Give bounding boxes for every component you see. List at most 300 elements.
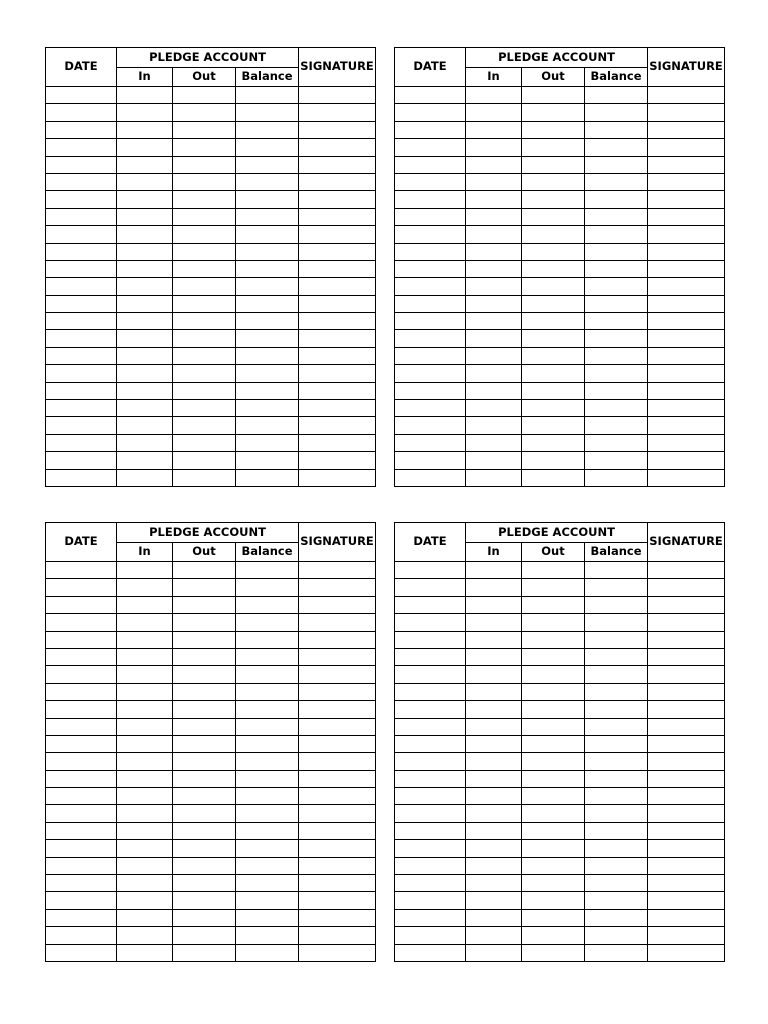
- balance-cell[interactable]: [585, 875, 648, 892]
- balance-cell[interactable]: [236, 347, 299, 364]
- out-cell[interactable]: [522, 469, 585, 486]
- balance-cell[interactable]: [585, 104, 648, 121]
- balance-cell[interactable]: [585, 295, 648, 312]
- balance-cell[interactable]: [585, 226, 648, 243]
- out-cell[interactable]: [522, 631, 585, 648]
- in-cell[interactable]: [466, 944, 522, 961]
- date-cell[interactable]: [46, 614, 117, 631]
- out-cell[interactable]: [522, 596, 585, 613]
- out-cell[interactable]: [173, 156, 236, 173]
- date-cell[interactable]: [395, 909, 466, 926]
- in-cell[interactable]: [117, 753, 173, 770]
- signature-cell[interactable]: [648, 469, 725, 486]
- balance-cell[interactable]: [236, 208, 299, 225]
- date-cell[interactable]: [395, 614, 466, 631]
- date-cell[interactable]: [46, 139, 117, 156]
- signature-cell[interactable]: [299, 614, 376, 631]
- balance-cell[interactable]: [236, 278, 299, 295]
- date-cell[interactable]: [46, 909, 117, 926]
- balance-cell[interactable]: [236, 434, 299, 451]
- in-cell[interactable]: [117, 648, 173, 665]
- balance-cell[interactable]: [236, 631, 299, 648]
- balance-cell[interactable]: [236, 243, 299, 260]
- balance-cell[interactable]: [585, 434, 648, 451]
- signature-cell[interactable]: [648, 614, 725, 631]
- out-cell[interactable]: [522, 770, 585, 787]
- balance-cell[interactable]: [236, 260, 299, 277]
- out-cell[interactable]: [522, 822, 585, 839]
- date-cell[interactable]: [46, 400, 117, 417]
- signature-cell[interactable]: [648, 857, 725, 874]
- signature-cell[interactable]: [648, 666, 725, 683]
- out-cell[interactable]: [522, 718, 585, 735]
- out-cell[interactable]: [173, 718, 236, 735]
- balance-cell[interactable]: [236, 417, 299, 434]
- in-cell[interactable]: [117, 330, 173, 347]
- signature-cell[interactable]: [299, 469, 376, 486]
- in-cell[interactable]: [117, 596, 173, 613]
- in-cell[interactable]: [466, 139, 522, 156]
- signature-cell[interactable]: [648, 87, 725, 104]
- signature-cell[interactable]: [648, 562, 725, 579]
- date-cell[interactable]: [395, 104, 466, 121]
- balance-cell[interactable]: [236, 226, 299, 243]
- balance-cell[interactable]: [236, 469, 299, 486]
- out-cell[interactable]: [522, 121, 585, 138]
- balance-cell[interactable]: [585, 753, 648, 770]
- in-cell[interactable]: [466, 400, 522, 417]
- signature-cell[interactable]: [299, 579, 376, 596]
- balance-cell[interactable]: [236, 927, 299, 944]
- in-cell[interactable]: [117, 683, 173, 700]
- in-cell[interactable]: [117, 243, 173, 260]
- date-cell[interactable]: [46, 596, 117, 613]
- out-cell[interactable]: [522, 347, 585, 364]
- date-cell[interactable]: [395, 718, 466, 735]
- in-cell[interactable]: [117, 579, 173, 596]
- out-cell[interactable]: [522, 840, 585, 857]
- in-cell[interactable]: [117, 892, 173, 909]
- signature-cell[interactable]: [648, 735, 725, 752]
- balance-cell[interactable]: [236, 909, 299, 926]
- date-cell[interactable]: [395, 347, 466, 364]
- out-cell[interactable]: [173, 909, 236, 926]
- balance-cell[interactable]: [585, 718, 648, 735]
- in-cell[interactable]: [466, 579, 522, 596]
- out-cell[interactable]: [522, 417, 585, 434]
- in-cell[interactable]: [466, 365, 522, 382]
- in-cell[interactable]: [466, 648, 522, 665]
- balance-cell[interactable]: [585, 840, 648, 857]
- balance-cell[interactable]: [585, 648, 648, 665]
- balance-cell[interactable]: [585, 631, 648, 648]
- date-cell[interactable]: [395, 173, 466, 190]
- signature-cell[interactable]: [648, 400, 725, 417]
- signature-cell[interactable]: [648, 330, 725, 347]
- date-cell[interactable]: [46, 156, 117, 173]
- out-cell[interactable]: [173, 701, 236, 718]
- signature-cell[interactable]: [299, 666, 376, 683]
- balance-cell[interactable]: [236, 944, 299, 961]
- balance-cell[interactable]: [585, 579, 648, 596]
- out-cell[interactable]: [173, 313, 236, 330]
- date-cell[interactable]: [395, 365, 466, 382]
- date-cell[interactable]: [395, 666, 466, 683]
- date-cell[interactable]: [46, 417, 117, 434]
- out-cell[interactable]: [522, 295, 585, 312]
- balance-cell[interactable]: [585, 944, 648, 961]
- out-cell[interactable]: [173, 452, 236, 469]
- in-cell[interactable]: [117, 191, 173, 208]
- date-cell[interactable]: [46, 330, 117, 347]
- out-cell[interactable]: [173, 857, 236, 874]
- signature-cell[interactable]: [648, 927, 725, 944]
- date-cell[interactable]: [395, 295, 466, 312]
- date-cell[interactable]: [395, 875, 466, 892]
- out-cell[interactable]: [522, 735, 585, 752]
- date-cell[interactable]: [46, 718, 117, 735]
- out-cell[interactable]: [522, 87, 585, 104]
- in-cell[interactable]: [466, 805, 522, 822]
- date-cell[interactable]: [46, 104, 117, 121]
- signature-cell[interactable]: [648, 382, 725, 399]
- in-cell[interactable]: [117, 452, 173, 469]
- balance-cell[interactable]: [585, 927, 648, 944]
- date-cell[interactable]: [46, 944, 117, 961]
- balance-cell[interactable]: [585, 191, 648, 208]
- balance-cell[interactable]: [585, 452, 648, 469]
- signature-cell[interactable]: [299, 909, 376, 926]
- date-cell[interactable]: [395, 243, 466, 260]
- signature-cell[interactable]: [299, 121, 376, 138]
- signature-cell[interactable]: [299, 191, 376, 208]
- balance-cell[interactable]: [236, 330, 299, 347]
- out-cell[interactable]: [522, 243, 585, 260]
- date-cell[interactable]: [395, 944, 466, 961]
- date-cell[interactable]: [46, 822, 117, 839]
- signature-cell[interactable]: [299, 313, 376, 330]
- date-cell[interactable]: [395, 156, 466, 173]
- balance-cell[interactable]: [585, 469, 648, 486]
- balance-cell[interactable]: [236, 666, 299, 683]
- in-cell[interactable]: [466, 927, 522, 944]
- in-cell[interactable]: [466, 156, 522, 173]
- balance-cell[interactable]: [236, 822, 299, 839]
- signature-cell[interactable]: [648, 313, 725, 330]
- date-cell[interactable]: [395, 400, 466, 417]
- in-cell[interactable]: [117, 469, 173, 486]
- in-cell[interactable]: [117, 944, 173, 961]
- in-cell[interactable]: [117, 295, 173, 312]
- signature-cell[interactable]: [648, 295, 725, 312]
- out-cell[interactable]: [522, 648, 585, 665]
- date-cell[interactable]: [395, 805, 466, 822]
- date-cell[interactable]: [46, 173, 117, 190]
- signature-cell[interactable]: [648, 434, 725, 451]
- date-cell[interactable]: [395, 121, 466, 138]
- out-cell[interactable]: [173, 683, 236, 700]
- signature-cell[interactable]: [299, 365, 376, 382]
- out-cell[interactable]: [173, 788, 236, 805]
- date-cell[interactable]: [46, 683, 117, 700]
- balance-cell[interactable]: [585, 805, 648, 822]
- balance-cell[interactable]: [585, 701, 648, 718]
- signature-cell[interactable]: [648, 770, 725, 787]
- out-cell[interactable]: [173, 139, 236, 156]
- date-cell[interactable]: [395, 596, 466, 613]
- date-cell[interactable]: [395, 753, 466, 770]
- in-cell[interactable]: [117, 173, 173, 190]
- date-cell[interactable]: [395, 927, 466, 944]
- date-cell[interactable]: [46, 347, 117, 364]
- date-cell[interactable]: [395, 452, 466, 469]
- date-cell[interactable]: [46, 365, 117, 382]
- in-cell[interactable]: [466, 295, 522, 312]
- in-cell[interactable]: [117, 156, 173, 173]
- date-cell[interactable]: [395, 648, 466, 665]
- signature-cell[interactable]: [648, 596, 725, 613]
- in-cell[interactable]: [466, 770, 522, 787]
- balance-cell[interactable]: [236, 139, 299, 156]
- out-cell[interactable]: [173, 805, 236, 822]
- in-cell[interactable]: [117, 121, 173, 138]
- out-cell[interactable]: [522, 875, 585, 892]
- out-cell[interactable]: [173, 278, 236, 295]
- out-cell[interactable]: [173, 927, 236, 944]
- out-cell[interactable]: [173, 892, 236, 909]
- signature-cell[interactable]: [648, 173, 725, 190]
- in-cell[interactable]: [117, 400, 173, 417]
- balance-cell[interactable]: [585, 173, 648, 190]
- balance-cell[interactable]: [236, 562, 299, 579]
- balance-cell[interactable]: [585, 260, 648, 277]
- balance-cell[interactable]: [236, 156, 299, 173]
- signature-cell[interactable]: [299, 875, 376, 892]
- in-cell[interactable]: [466, 313, 522, 330]
- in-cell[interactable]: [466, 347, 522, 364]
- in-cell[interactable]: [117, 382, 173, 399]
- out-cell[interactable]: [173, 208, 236, 225]
- date-cell[interactable]: [46, 562, 117, 579]
- in-cell[interactable]: [117, 614, 173, 631]
- signature-cell[interactable]: [299, 683, 376, 700]
- signature-cell[interactable]: [299, 596, 376, 613]
- signature-cell[interactable]: [299, 347, 376, 364]
- in-cell[interactable]: [466, 243, 522, 260]
- signature-cell[interactable]: [648, 208, 725, 225]
- out-cell[interactable]: [522, 614, 585, 631]
- signature-cell[interactable]: [299, 944, 376, 961]
- out-cell[interactable]: [173, 614, 236, 631]
- signature-cell[interactable]: [299, 382, 376, 399]
- date-cell[interactable]: [395, 562, 466, 579]
- balance-cell[interactable]: [236, 614, 299, 631]
- in-cell[interactable]: [466, 260, 522, 277]
- in-cell[interactable]: [466, 735, 522, 752]
- in-cell[interactable]: [466, 614, 522, 631]
- out-cell[interactable]: [173, 347, 236, 364]
- in-cell[interactable]: [117, 805, 173, 822]
- date-cell[interactable]: [395, 208, 466, 225]
- date-cell[interactable]: [46, 469, 117, 486]
- signature-cell[interactable]: [648, 243, 725, 260]
- balance-cell[interactable]: [236, 596, 299, 613]
- balance-cell[interactable]: [236, 683, 299, 700]
- out-cell[interactable]: [173, 365, 236, 382]
- in-cell[interactable]: [117, 139, 173, 156]
- signature-cell[interactable]: [299, 330, 376, 347]
- in-cell[interactable]: [117, 840, 173, 857]
- date-cell[interactable]: [46, 313, 117, 330]
- date-cell[interactable]: [395, 417, 466, 434]
- in-cell[interactable]: [117, 857, 173, 874]
- in-cell[interactable]: [117, 562, 173, 579]
- balance-cell[interactable]: [236, 840, 299, 857]
- signature-cell[interactable]: [299, 417, 376, 434]
- signature-cell[interactable]: [648, 753, 725, 770]
- balance-cell[interactable]: [236, 892, 299, 909]
- in-cell[interactable]: [466, 718, 522, 735]
- signature-cell[interactable]: [299, 805, 376, 822]
- signature-cell[interactable]: [648, 648, 725, 665]
- date-cell[interactable]: [395, 191, 466, 208]
- signature-cell[interactable]: [299, 87, 376, 104]
- date-cell[interactable]: [395, 579, 466, 596]
- date-cell[interactable]: [395, 822, 466, 839]
- signature-cell[interactable]: [648, 452, 725, 469]
- out-cell[interactable]: [173, 243, 236, 260]
- date-cell[interactable]: [395, 701, 466, 718]
- balance-cell[interactable]: [585, 278, 648, 295]
- in-cell[interactable]: [117, 278, 173, 295]
- signature-cell[interactable]: [299, 562, 376, 579]
- in-cell[interactable]: [117, 226, 173, 243]
- date-cell[interactable]: [46, 226, 117, 243]
- in-cell[interactable]: [117, 770, 173, 787]
- signature-cell[interactable]: [648, 892, 725, 909]
- balance-cell[interactable]: [236, 701, 299, 718]
- in-cell[interactable]: [466, 191, 522, 208]
- signature-cell[interactable]: [648, 104, 725, 121]
- out-cell[interactable]: [173, 562, 236, 579]
- balance-cell[interactable]: [585, 614, 648, 631]
- signature-cell[interactable]: [648, 260, 725, 277]
- balance-cell[interactable]: [236, 735, 299, 752]
- date-cell[interactable]: [46, 875, 117, 892]
- balance-cell[interactable]: [236, 365, 299, 382]
- balance-cell[interactable]: [585, 347, 648, 364]
- in-cell[interactable]: [466, 226, 522, 243]
- out-cell[interactable]: [522, 666, 585, 683]
- in-cell[interactable]: [117, 208, 173, 225]
- signature-cell[interactable]: [648, 156, 725, 173]
- in-cell[interactable]: [117, 631, 173, 648]
- signature-cell[interactable]: [648, 631, 725, 648]
- in-cell[interactable]: [466, 892, 522, 909]
- date-cell[interactable]: [46, 735, 117, 752]
- in-cell[interactable]: [466, 434, 522, 451]
- in-cell[interactable]: [117, 822, 173, 839]
- out-cell[interactable]: [522, 313, 585, 330]
- date-cell[interactable]: [395, 892, 466, 909]
- out-cell[interactable]: [173, 753, 236, 770]
- out-cell[interactable]: [173, 87, 236, 104]
- signature-cell[interactable]: [299, 840, 376, 857]
- balance-cell[interactable]: [236, 121, 299, 138]
- date-cell[interactable]: [395, 226, 466, 243]
- signature-cell[interactable]: [299, 278, 376, 295]
- date-cell[interactable]: [395, 434, 466, 451]
- in-cell[interactable]: [466, 469, 522, 486]
- date-cell[interactable]: [46, 434, 117, 451]
- date-cell[interactable]: [395, 87, 466, 104]
- signature-cell[interactable]: [299, 770, 376, 787]
- out-cell[interactable]: [173, 840, 236, 857]
- date-cell[interactable]: [46, 666, 117, 683]
- in-cell[interactable]: [466, 683, 522, 700]
- in-cell[interactable]: [117, 909, 173, 926]
- balance-cell[interactable]: [585, 892, 648, 909]
- date-cell[interactable]: [395, 840, 466, 857]
- out-cell[interactable]: [522, 191, 585, 208]
- balance-cell[interactable]: [585, 735, 648, 752]
- in-cell[interactable]: [466, 173, 522, 190]
- balance-cell[interactable]: [236, 805, 299, 822]
- balance-cell[interactable]: [236, 648, 299, 665]
- date-cell[interactable]: [46, 260, 117, 277]
- out-cell[interactable]: [522, 382, 585, 399]
- in-cell[interactable]: [466, 788, 522, 805]
- date-cell[interactable]: [395, 330, 466, 347]
- out-cell[interactable]: [522, 701, 585, 718]
- out-cell[interactable]: [173, 400, 236, 417]
- signature-cell[interactable]: [299, 701, 376, 718]
- date-cell[interactable]: [46, 579, 117, 596]
- date-cell[interactable]: [46, 753, 117, 770]
- out-cell[interactable]: [522, 208, 585, 225]
- balance-cell[interactable]: [585, 857, 648, 874]
- balance-cell[interactable]: [236, 295, 299, 312]
- signature-cell[interactable]: [299, 434, 376, 451]
- in-cell[interactable]: [117, 417, 173, 434]
- out-cell[interactable]: [173, 191, 236, 208]
- balance-cell[interactable]: [236, 788, 299, 805]
- in-cell[interactable]: [466, 909, 522, 926]
- signature-cell[interactable]: [299, 139, 376, 156]
- out-cell[interactable]: [522, 944, 585, 961]
- date-cell[interactable]: [46, 648, 117, 665]
- out-cell[interactable]: [522, 278, 585, 295]
- balance-cell[interactable]: [585, 208, 648, 225]
- date-cell[interactable]: [46, 452, 117, 469]
- in-cell[interactable]: [117, 104, 173, 121]
- date-cell[interactable]: [395, 313, 466, 330]
- signature-cell[interactable]: [299, 295, 376, 312]
- date-cell[interactable]: [46, 631, 117, 648]
- out-cell[interactable]: [173, 226, 236, 243]
- out-cell[interactable]: [522, 579, 585, 596]
- signature-cell[interactable]: [299, 104, 376, 121]
- balance-cell[interactable]: [236, 313, 299, 330]
- signature-cell[interactable]: [648, 139, 725, 156]
- balance-cell[interactable]: [585, 683, 648, 700]
- out-cell[interactable]: [173, 382, 236, 399]
- in-cell[interactable]: [466, 87, 522, 104]
- balance-cell[interactable]: [585, 330, 648, 347]
- signature-cell[interactable]: [648, 822, 725, 839]
- balance-cell[interactable]: [236, 87, 299, 104]
- balance-cell[interactable]: [585, 417, 648, 434]
